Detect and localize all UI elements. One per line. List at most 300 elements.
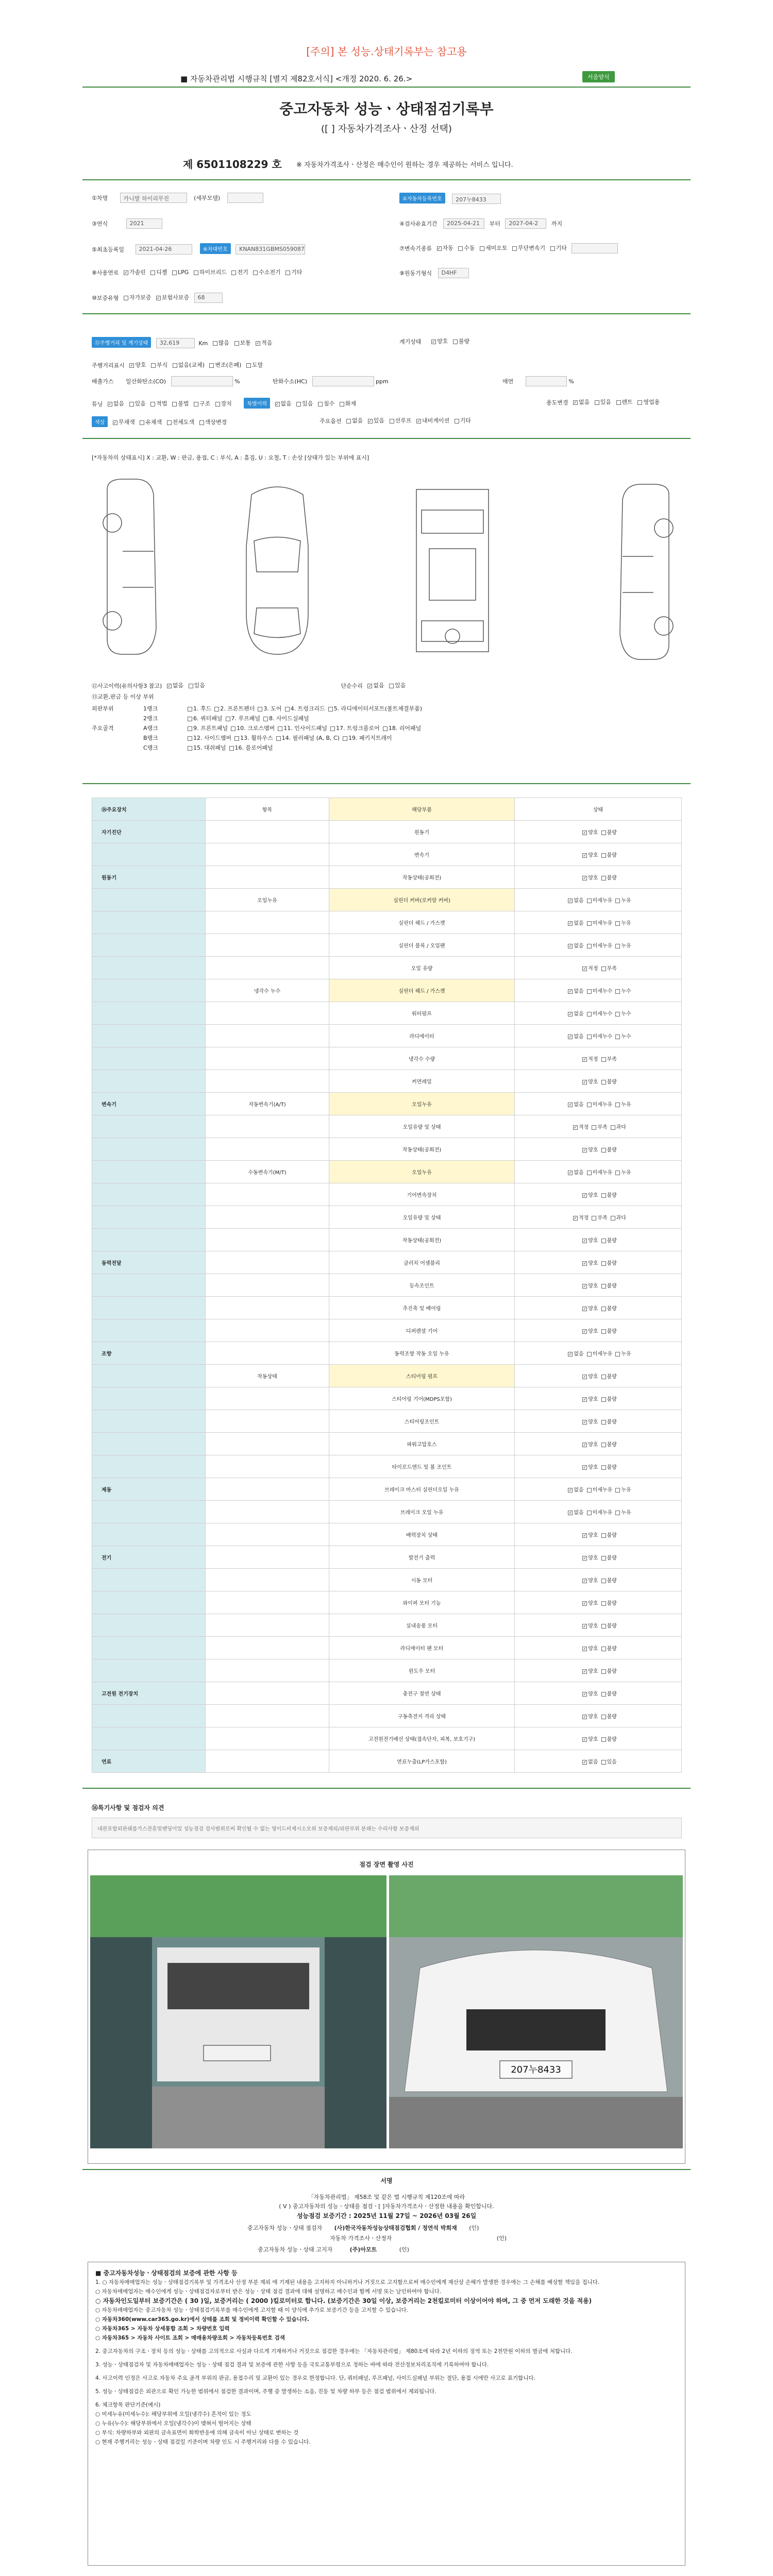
- th-state: 상태: [515, 798, 682, 821]
- warranty-value-field[interactable]: 68: [194, 293, 223, 303]
- tech-row: [92, 1002, 682, 1025]
- state-checkbox[interactable]: [582, 1715, 587, 1719]
- tuning-illegal-checkbox[interactable]: [172, 402, 177, 406]
- state-checkbox[interactable]: [615, 899, 620, 903]
- detail-model-label: (세부모델): [194, 195, 221, 201]
- vin-field[interactable]: KNAN831GBMS059087: [236, 244, 305, 255]
- tuning-struct-checkbox[interactable]: [194, 402, 198, 406]
- tech-item: [206, 1206, 329, 1229]
- state-checkbox[interactable]: [582, 853, 587, 858]
- engine-label: ⑨원동기형식: [399, 270, 432, 277]
- state-checkbox[interactable]: [615, 944, 620, 948]
- state-label: 미세누유: [592, 921, 613, 926]
- state-checkbox[interactable]: [582, 1329, 587, 1334]
- fuel-etc: 기타: [291, 269, 303, 276]
- state-checkbox[interactable]: [582, 1533, 587, 1538]
- state-label: 양호: [588, 1555, 598, 1561]
- state-label: 불량: [607, 1261, 617, 1266]
- special-none: 없음: [280, 400, 292, 407]
- trans-cvt-checkbox[interactable]: [512, 246, 517, 251]
- tech-part: 스티어링 기어(MDPS포함): [329, 1387, 515, 1410]
- state-checkbox[interactable]: [601, 1692, 606, 1697]
- tuning-legal-checkbox[interactable]: [150, 402, 155, 406]
- ms-paint-checkbox[interactable]: [246, 363, 251, 368]
- state-checkbox[interactable]: [601, 1556, 606, 1561]
- state-checkbox[interactable]: [582, 1760, 587, 1765]
- option-etc-checkbox[interactable]: [455, 419, 459, 423]
- tech-state: [515, 957, 682, 979]
- use-yes-checkbox[interactable]: [595, 400, 599, 405]
- valid-end: 까지: [551, 221, 563, 227]
- pricer-seal: (인): [496, 2235, 507, 2242]
- state-checkbox[interactable]: [615, 1488, 620, 1493]
- state-checkbox[interactable]: [592, 1125, 596, 1130]
- form-tag: 서울양식: [582, 71, 615, 82]
- state-label: 미세누유: [592, 1102, 613, 1108]
- fuel-gasoline-checkbox[interactable]: [124, 270, 128, 275]
- fuel-h2-checkbox[interactable]: [253, 270, 258, 275]
- sign-line2: ( V ) 중고자동차의 성능ㆍ상태를 점검ㆍ[ ]자동차가격조사ㆍ산정한 내용을 확인합니다.: [279, 2203, 494, 2210]
- state-checkbox[interactable]: [611, 1216, 615, 1221]
- state-label: 없음: [574, 921, 584, 926]
- tech-item: 수동변속기(M/T): [206, 1161, 329, 1183]
- state-checkbox[interactable]: [615, 1012, 620, 1016]
- accident-yes: 있음: [194, 682, 205, 689]
- simple-none-checkbox[interactable]: [367, 684, 372, 688]
- tech-row: [92, 1614, 682, 1637]
- tech-item: [206, 1614, 329, 1637]
- tech-state: [515, 1591, 682, 1614]
- hc-unit: ppm: [376, 378, 389, 385]
- tech-part: 파워고압호스: [329, 1433, 515, 1455]
- tech-group: [92, 1274, 206, 1297]
- state-label: 양호: [588, 1691, 598, 1697]
- state-checkbox[interactable]: [601, 876, 606, 880]
- smoke-field[interactable]: [526, 376, 567, 386]
- state-checkbox[interactable]: [587, 1103, 592, 1107]
- state-label: 양호: [588, 1714, 598, 1720]
- trans-label: ⑦변속기종류: [399, 245, 432, 252]
- tech-part: 등속조인트: [329, 1274, 515, 1297]
- tech-group: [92, 1002, 206, 1025]
- tuning-none-checkbox[interactable]: [108, 402, 112, 406]
- state-checkbox[interactable]: [582, 876, 587, 880]
- state-checkbox[interactable]: [601, 1647, 606, 1651]
- color-full: 전체도색: [172, 419, 195, 426]
- tech-row: [92, 1138, 682, 1161]
- state-checkbox[interactable]: [582, 1284, 587, 1289]
- state-checkbox[interactable]: [582, 1465, 587, 1470]
- tech-group: [92, 1365, 206, 1387]
- tech-state: [515, 1637, 682, 1659]
- state-checkbox[interactable]: [615, 1171, 620, 1175]
- trans-auto-checkbox[interactable]: [437, 246, 442, 251]
- tech-group: 자기진단: [92, 821, 206, 843]
- fuel-hybrid-checkbox[interactable]: [194, 270, 198, 275]
- trans-etc-field[interactable]: [572, 243, 618, 253]
- tuning-yes-checkbox[interactable]: [129, 402, 134, 406]
- state-checkbox[interactable]: [582, 1239, 587, 1243]
- special-flood-checkbox[interactable]: [318, 402, 323, 406]
- hc-label: 탄화수소(HC): [273, 378, 308, 385]
- tech-part: 실린더 헤드 / 가스켓: [329, 979, 515, 1002]
- tech-row: [92, 1274, 682, 1297]
- tech-state: [515, 1251, 682, 1274]
- warranty-ins-checkbox[interactable]: [156, 296, 161, 300]
- co-field[interactable]: [171, 376, 233, 386]
- tech-item: 자동변속기(A/T): [206, 1093, 329, 1115]
- state-checkbox[interactable]: [601, 1329, 606, 1334]
- state-label: 적정: [588, 966, 598, 972]
- trans-manual-checkbox[interactable]: [458, 246, 463, 251]
- state-checkbox[interactable]: [587, 1035, 592, 1039]
- tech-item: [206, 1183, 329, 1206]
- warranty-label: ⑩보증유형: [92, 295, 119, 301]
- fuel-diesel-checkbox[interactable]: [150, 270, 155, 275]
- state-checkbox[interactable]: [587, 1171, 592, 1175]
- tech-row: [92, 1591, 682, 1614]
- tech-group: 연료: [92, 1750, 206, 1773]
- reg-no-field[interactable]: 207누8433: [452, 194, 501, 204]
- car-name-field[interactable]: 카니발 하이리무진: [120, 193, 187, 203]
- mileage-label: ⑪주행거리 및 계기상태: [92, 337, 151, 348]
- divider: [82, 179, 691, 180]
- tech-state: [515, 1410, 682, 1433]
- inspection-photo-2: [389, 1875, 683, 2148]
- state-checkbox[interactable]: [582, 831, 587, 835]
- state-checkbox[interactable]: [582, 1692, 587, 1697]
- tech-item: [206, 1047, 329, 1070]
- mileage-field[interactable]: 32,619: [156, 338, 195, 348]
- tech-part: 작동상태(공회전): [329, 1229, 515, 1251]
- state-checkbox[interactable]: [615, 1352, 620, 1357]
- tech-item: [206, 957, 329, 979]
- tech-part: 기어변속장치: [329, 1183, 515, 1206]
- state-checkbox[interactable]: [611, 1125, 615, 1130]
- special-fire-checkbox[interactable]: [340, 402, 344, 406]
- state-label: 불량: [607, 1533, 617, 1538]
- color-achromatic-checkbox[interactable]: [113, 420, 117, 425]
- tech-group: [92, 1501, 206, 1523]
- option-navi-checkbox[interactable]: [416, 419, 421, 423]
- ms-none-checkbox[interactable]: [173, 363, 177, 368]
- state-checkbox[interactable]: [601, 1375, 606, 1379]
- state-checkbox[interactable]: [601, 853, 606, 858]
- state-checkbox[interactable]: [615, 921, 620, 926]
- valid-to-field[interactable]: 2027-04-2: [505, 218, 546, 229]
- option-yes-checkbox[interactable]: [368, 419, 373, 423]
- state-label: 없음: [574, 1487, 584, 1493]
- state-checkbox[interactable]: [587, 1352, 592, 1357]
- special-label: 특별이력: [244, 398, 270, 409]
- color-achromatic: 무채색: [118, 419, 135, 426]
- state-checkbox[interactable]: [601, 1669, 606, 1674]
- state-checkbox[interactable]: [601, 1420, 606, 1425]
- state-checkbox[interactable]: [601, 1148, 606, 1153]
- option-none-checkbox[interactable]: [346, 419, 351, 423]
- state-checkbox[interactable]: [582, 1261, 587, 1266]
- state-checkbox[interactable]: [587, 989, 592, 994]
- fuel-diesel: 디젤: [156, 269, 167, 276]
- state-checkbox[interactable]: [615, 1511, 620, 1515]
- fuel-hybrid: 하이브리드: [199, 269, 227, 276]
- state-checkbox[interactable]: [568, 944, 573, 948]
- mileage-many-checkbox[interactable]: [213, 341, 217, 346]
- state-label: 불량: [607, 1714, 617, 1720]
- tech-group: [92, 1138, 206, 1161]
- notes-p5: ○ 자동차360(www.car365.go.kr)에서 상태를 조회 및 정비이력 확인할 수 있습니다.: [95, 2316, 309, 2323]
- th-part: 해당부품: [329, 798, 515, 821]
- state-checkbox[interactable]: [582, 967, 587, 971]
- tech-row: [92, 1501, 682, 1523]
- tech-row: [92, 889, 682, 911]
- special-opinion-text[interactable]: 내관포함외판쉐를가스잔흔및밴딩이었 성능점검 검사범위로써 확인될 수 없는 영이드비제시소모위 보증제외/외판부위 분쇄는 수리사항 보증제외: [92, 1818, 682, 1838]
- state-label: 불량: [607, 1465, 617, 1470]
- state-checkbox[interactable]: [582, 1624, 587, 1629]
- tech-state: [515, 1682, 682, 1705]
- report-number: 제 6501108229 호: [183, 158, 282, 171]
- valid-from-field[interactable]: 2025-04-21: [443, 218, 484, 229]
- tech-item: [206, 1229, 329, 1251]
- divider: [82, 313, 691, 314]
- tech-part: 실린더 헤드 / 가스켓: [329, 911, 515, 934]
- state-label: 불량: [607, 1306, 617, 1312]
- state-checkbox[interactable]: [601, 1193, 606, 1198]
- state-checkbox[interactable]: [582, 1080, 587, 1084]
- state-checkbox[interactable]: [601, 1397, 606, 1402]
- state-checkbox[interactable]: [601, 1443, 606, 1447]
- mileage-few-checkbox[interactable]: [256, 341, 260, 346]
- state-label: 미세누유: [592, 1510, 613, 1516]
- state-checkbox[interactable]: [582, 1669, 587, 1674]
- use-none-checkbox[interactable]: [573, 400, 578, 405]
- state-label: 미세누수: [592, 1034, 613, 1040]
- use-rent: 렌트: [621, 399, 633, 405]
- state-checkbox[interactable]: [601, 831, 606, 835]
- state-checkbox[interactable]: [601, 1601, 606, 1606]
- state-checkbox[interactable]: [568, 1171, 573, 1175]
- ms-good-checkbox[interactable]: [129, 363, 134, 368]
- main-label: 주요골격: [92, 725, 114, 732]
- state-label: 양호: [588, 1397, 598, 1402]
- tech-row: [92, 1070, 682, 1093]
- state-checkbox[interactable]: [568, 1352, 573, 1357]
- simple-yes-checkbox[interactable]: [389, 684, 394, 688]
- state-checkbox[interactable]: [601, 1533, 606, 1538]
- tech-part: 연료누출(LP가스포함): [329, 1750, 515, 1773]
- fuel-ev-checkbox[interactable]: [231, 270, 236, 275]
- accident-yes-checkbox[interactable]: [189, 684, 193, 688]
- option-sunroof-checkbox[interactable]: [390, 419, 394, 423]
- tech-part: 오일누유: [329, 1161, 515, 1183]
- trans-semi-checkbox[interactable]: [480, 246, 484, 251]
- smoke-unit: %: [568, 378, 574, 385]
- tuning-device-checkbox[interactable]: [215, 402, 220, 406]
- color-full-checkbox[interactable]: [167, 420, 172, 425]
- tech-row: [92, 821, 682, 843]
- first-reg-label: ⑤최초등록일: [92, 246, 124, 253]
- tech-row: [92, 1319, 682, 1342]
- state-checkbox[interactable]: [601, 1579, 606, 1583]
- warranty-self-checkbox[interactable]: [124, 296, 128, 300]
- state-label: 누수: [621, 1011, 631, 1017]
- state-checkbox[interactable]: [582, 1375, 587, 1379]
- rank1-label: 1랭크: [143, 705, 158, 712]
- state-checkbox[interactable]: [615, 989, 620, 994]
- state-checkbox[interactable]: [601, 1624, 606, 1629]
- car-right-side-view: [620, 484, 673, 659]
- state-checkbox[interactable]: [568, 1103, 573, 1107]
- th-device: ⑭주요장치: [92, 798, 206, 821]
- use-yes: 있음: [600, 399, 612, 405]
- state-checkbox[interactable]: [587, 944, 592, 948]
- tech-state: [515, 1025, 682, 1047]
- state-checkbox[interactable]: [582, 1443, 587, 1447]
- state-checkbox[interactable]: [568, 921, 573, 926]
- state-checkbox[interactable]: [587, 921, 592, 926]
- state-checkbox[interactable]: [601, 1465, 606, 1470]
- tech-item: [206, 1342, 329, 1365]
- tech-group: [92, 1161, 206, 1183]
- state-checkbox[interactable]: [601, 967, 606, 971]
- state-checkbox[interactable]: [568, 1488, 573, 1493]
- state-checkbox[interactable]: [601, 1057, 606, 1062]
- state-checkbox[interactable]: [601, 1715, 606, 1719]
- tuning-none: 없음: [113, 400, 125, 407]
- state-checkbox[interactable]: [582, 1307, 587, 1311]
- notes-p13: ○ 미세누유(미세누수): 해당부위에 오일(냉각수) 흔적이 있는 정도: [95, 2411, 251, 2417]
- mileage-few: 적음: [261, 340, 273, 346]
- gauge-good-checkbox[interactable]: [431, 340, 436, 344]
- state-checkbox[interactable]: [587, 1488, 592, 1493]
- state-checkbox[interactable]: [568, 899, 573, 903]
- tech-row: [92, 957, 682, 979]
- state-checkbox[interactable]: [587, 899, 592, 903]
- ms-alter-checkbox[interactable]: [209, 363, 214, 368]
- tech-group: 전기: [92, 1546, 206, 1569]
- state-checkbox[interactable]: [601, 1239, 606, 1243]
- trans-etc-checkbox[interactable]: [550, 246, 555, 251]
- engine-field[interactable]: D4HF: [438, 268, 469, 278]
- option-yes: 있음: [373, 417, 385, 424]
- state-checkbox[interactable]: [582, 1057, 587, 1062]
- tech-group: [92, 1115, 206, 1138]
- state-checkbox[interactable]: [587, 1511, 592, 1515]
- state-checkbox[interactable]: [568, 1035, 573, 1039]
- state-label: 부족: [597, 1125, 608, 1130]
- hc-field[interactable]: [312, 376, 374, 386]
- warranty-ins: 보험사보증: [161, 294, 190, 301]
- state-checkbox[interactable]: [573, 1125, 578, 1130]
- tech-state: [515, 1705, 682, 1727]
- state-checkbox[interactable]: [601, 1737, 606, 1742]
- state-checkbox[interactable]: [568, 1012, 573, 1016]
- simple-label: 단순수리: [341, 683, 363, 689]
- color-chromatic-checkbox[interactable]: [140, 420, 144, 425]
- divider: [82, 2169, 691, 2170]
- state-checkbox[interactable]: [582, 1397, 587, 1402]
- use-rent-checkbox[interactable]: [616, 400, 621, 405]
- tech-item: [206, 1025, 329, 1047]
- sign-line3: 성능점검 보증기간 : 2025년 11월 27일 ~ 2026년 03월 26일: [296, 2212, 477, 2219]
- tech-state: [515, 979, 682, 1002]
- tech-group: [92, 934, 206, 957]
- accident-none-checkbox[interactable]: [167, 684, 172, 688]
- state-checkbox[interactable]: [601, 1760, 606, 1765]
- car-top-view: [246, 487, 308, 654]
- state-checkbox[interactable]: [582, 1193, 587, 1198]
- state-checkbox[interactable]: [615, 1035, 620, 1039]
- ms-rust-checkbox[interactable]: [151, 363, 156, 368]
- tech-group: [92, 1070, 206, 1093]
- color-change-checkbox[interactable]: [199, 420, 204, 425]
- state-label: 불량: [607, 1397, 617, 1402]
- state-label: 없음: [574, 898, 584, 904]
- car-name-label: ①차명: [92, 195, 108, 201]
- state-checkbox[interactable]: [601, 1261, 606, 1266]
- use-biz-checkbox[interactable]: [637, 400, 642, 405]
- tuning-legal: 적법: [156, 400, 167, 407]
- tech-row: [92, 1206, 682, 1229]
- state-checkbox[interactable]: [582, 1601, 587, 1606]
- state-checkbox[interactable]: [568, 989, 573, 994]
- state-checkbox[interactable]: [592, 1216, 596, 1221]
- state-checkbox[interactable]: [582, 1647, 587, 1651]
- state-checkbox[interactable]: [582, 1579, 587, 1583]
- state-checkbox[interactable]: [582, 1556, 587, 1561]
- state-checkbox[interactable]: [601, 1080, 606, 1084]
- gauge-bad-checkbox[interactable]: [453, 340, 458, 344]
- mileage-normal-checkbox[interactable]: [234, 341, 239, 346]
- notice-banner: [주의] 본 성능.상태기록부는 참고용: [306, 45, 467, 58]
- detail-model-field[interactable]: [227, 193, 263, 203]
- state-checkbox[interactable]: [568, 1511, 573, 1515]
- fuel-lpg-checkbox[interactable]: [172, 270, 177, 275]
- tech-group: [92, 979, 206, 1002]
- state-checkbox[interactable]: [582, 1737, 587, 1742]
- tech-state: [515, 1569, 682, 1591]
- simple-yes: 있음: [395, 682, 406, 689]
- state-checkbox[interactable]: [615, 1103, 620, 1107]
- tech-row: [92, 1025, 682, 1047]
- tech-group: [92, 1206, 206, 1229]
- fuel-etc-checkbox[interactable]: [285, 270, 290, 275]
- tech-item: [206, 1297, 329, 1319]
- special-none-checkbox[interactable]: [275, 402, 280, 406]
- tech-row: [92, 1433, 682, 1455]
- state-checkbox[interactable]: [601, 1284, 606, 1289]
- use-label: 용도변경: [546, 399, 568, 406]
- state-checkbox[interactable]: [601, 1307, 606, 1311]
- special-flood: 침수: [324, 400, 335, 407]
- state-label: 부족: [597, 1215, 608, 1221]
- simple-none: 없음: [373, 682, 384, 689]
- special-yes-checkbox[interactable]: [296, 402, 301, 406]
- state-checkbox[interactable]: [573, 1216, 578, 1221]
- state-checkbox[interactable]: [587, 1012, 592, 1016]
- state-label: 양호: [588, 1578, 598, 1584]
- ms-paint: 도말: [251, 362, 263, 368]
- state-checkbox[interactable]: [582, 1148, 587, 1153]
- tech-state: [515, 1297, 682, 1319]
- state-label: 불량: [607, 853, 617, 858]
- mileage-unit: Km: [198, 340, 208, 347]
- tech-group: [92, 1387, 206, 1410]
- first-reg-field[interactable]: 2021-04-26: [136, 244, 192, 255]
- state-checkbox[interactable]: [582, 1420, 587, 1425]
- tech-item: [206, 934, 329, 957]
- year-field[interactable]: 2021: [126, 218, 162, 229]
